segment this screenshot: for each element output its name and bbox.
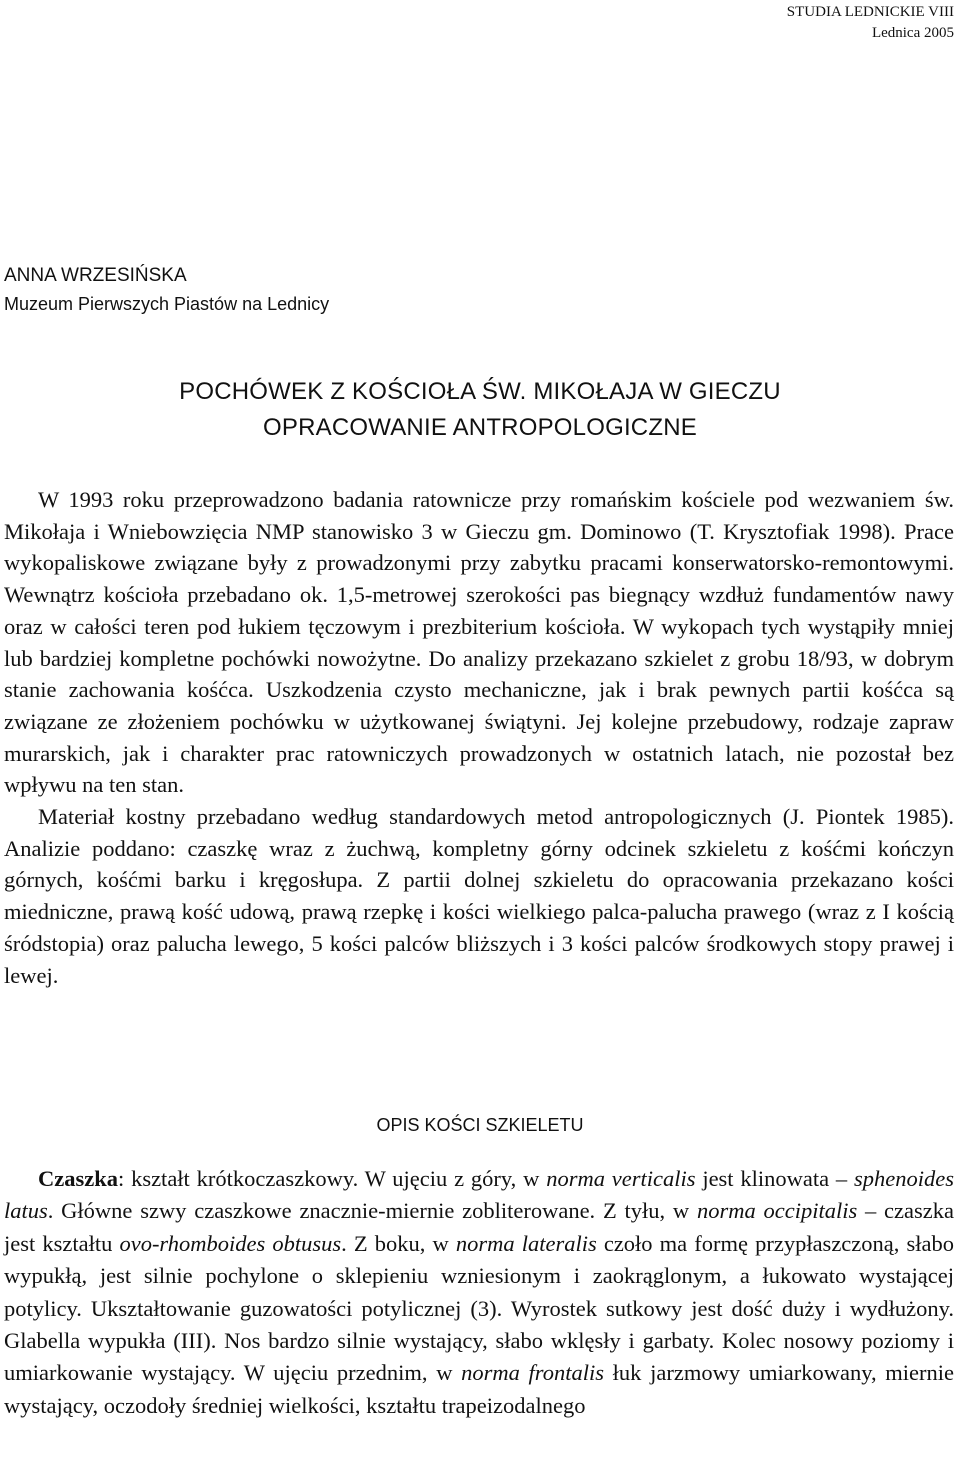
skull-paragraph xyxy=(4,1163,954,1422)
article-title-line2: OPRACOWANIE ANTROPOLOGICZNE xyxy=(263,414,697,441)
skull-term-5: norma lateralis xyxy=(455,1230,597,1256)
article-title xyxy=(0,374,960,446)
skull-text-3: . Główne szwy czaszkowe znacznie-miernie zobliterowane. Z tyłu, w xyxy=(47,1198,697,1224)
skull-term-4: ovo-rhomboides obtusus xyxy=(119,1230,342,1256)
skull-term-3: norma occipitalis xyxy=(696,1198,858,1224)
skull-text-4: – czaszka jest kształtu xyxy=(4,1198,954,1256)
skull-term-1: norma verticalis xyxy=(546,1166,696,1191)
author-block xyxy=(4,262,329,319)
journal-series: STUDIA LEDNICKIE VIII xyxy=(786,4,954,20)
skull-text-1: : kształt krótkoczaszkowy. W ujęciu z góry, w xyxy=(118,1166,547,1191)
author-name: ANNA WRZESIŃSKA xyxy=(4,265,187,286)
skull-term-6: norma frontalis xyxy=(461,1360,604,1386)
skull-term-2: sphenoides latus xyxy=(4,1166,954,1224)
skull-label: Czaszka xyxy=(38,1166,118,1191)
article-title-line1: POCHÓWEK Z KOŚCIOŁA ŚW. MIKOŁAJA W GIECZU xyxy=(179,378,781,405)
skull-text-7: łuk jarzmowy umiarkowany, miernie wystający, oczodoły średniej wielkości, kształtu trapeizodalnego xyxy=(4,1360,955,1418)
section-heading: OPIS KOŚCI SZKIELETU xyxy=(376,1115,584,1135)
intro-paragraph-2: Materiał kostny przebadano według standardowych metod antropologicznych (J. Piontek 1985). Analizie poddano: czaszkę wraz z żuchwą, kompletny górny odcinek szkieletu z kośćmi kończyn górnych, kośćmi barku i kręgosłupa. Z partii dolnej szkieletu do opracowania przekazano kości miedniczne, prawą kość udową, prawą rzepkę i kości wielkiego palca-palucha prawego (wraz z I kością śródstopia) oraz palucha lewego, 5 kości palców bliższych i 3 kości palców środkowych stopy prawej i lewej. xyxy=(4,804,954,988)
skull-description xyxy=(4,1163,954,1422)
journal-header xyxy=(787,2,954,44)
skull-text-6: czoło ma formę przypłaszczoną, słabo wypukłą, jest silnie pochylone o sklepieniu wzniesionym i zaokrąglonym, a łukowato wystającej potylicy. Ukształtowanie guzowatości potylicznej (3). Wyrostek sutkowy jest dość duży i wydłużony. Glabella wypukła (III). Nos bardzo silnie wystający, słabo wklęsły i garbaty. Kolec nosowy poziomy i umiarkowanie wystający. W ujęciu przednim, w xyxy=(4,1230,954,1386)
journal-place-year: Lednica 2005 xyxy=(871,25,954,41)
author-institution: Muzeum Pierwszych Piastów na Lednicy xyxy=(4,294,330,314)
intro-paragraph-1: W 1993 roku przeprowadzono badania ratownicze przy romańskim kościele pod wezwaniem św. Mikołaja i Wniebowzięcia NMP stanowisko 3 w Gieczu gm. Dominowo (T. Krysztofiak 1998). Prace wykopaliskowe związane były z prowadzonymi przy zabytku pracami konserwatorsko-remontowymi. Wewnątrz kościoła przebadano ok. 1,5-metrowej szerokości pas biegnący wzdłuż fundamentów nawy oraz w całości teren pod łukiem tęczowym i prezbiterium kościoła. W wykopach tych wystąpiły mniej lub bardziej kompletne pochówki nowożytne. Do analizy przekazano szkielet z grobu 18/93, w dobrym stanie zachowania kośćca. Uszkodzenia czysto mechaniczne, jak i brak pewnych partii kośćca są związane ze złożeniem pochówku w użytkowanej świątyni. Jej kolejne przebudowy, rodzaje zapraw murarskich, jak i charakter prac ratowniczych prowadzonych w ostatnich latach, nie pozostał bez wpływu na ten stan. xyxy=(4,487,954,798)
skull-text-2: jest klinowata – xyxy=(695,1166,854,1191)
intro-text xyxy=(4,484,954,991)
skull-text-5: . Z boku, w xyxy=(341,1230,456,1256)
